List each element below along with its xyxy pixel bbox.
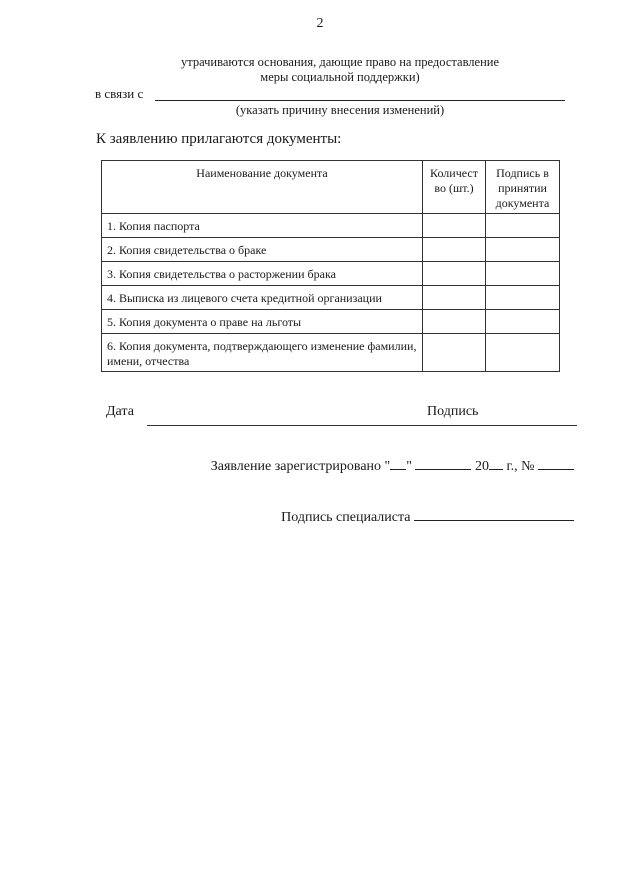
table-row — [102, 334, 560, 372]
table-row — [102, 238, 560, 262]
document-name-cell: 2. Копия свидетельства о браке — [102, 238, 423, 262]
documents-table — [101, 160, 560, 372]
reason-hint: (указать причину внесения изменений) — [235, 103, 445, 117]
column-header-name: Наименование документа — [102, 161, 423, 214]
registration-quote: " — [406, 459, 412, 474]
registration-year-blank[interactable] — [489, 455, 503, 470]
table-header-row — [102, 161, 560, 214]
reason-blank-line[interactable] — [155, 100, 565, 101]
registration-number-blank[interactable] — [538, 455, 574, 470]
column-header-quantity: Количест во (шт.) — [423, 161, 486, 214]
intro-text — [150, 55, 530, 85]
registration-year-prefix: 20 — [474, 459, 489, 474]
quantity-cell[interactable] — [423, 334, 486, 372]
quantity-cell[interactable] — [423, 262, 486, 286]
document-name-cell: 1. Копия паспорта — [102, 214, 423, 238]
signature-label: Подпись — [427, 404, 479, 419]
reason-row — [95, 86, 565, 102]
signature-cell[interactable] — [486, 334, 560, 372]
signature-cell[interactable] — [486, 262, 560, 286]
reason-label: в связи с — [95, 86, 144, 101]
specialist-label: Подпись специалиста — [281, 510, 411, 525]
document-name-cell: 4. Выписка из лицевого счета кредитной организации — [102, 286, 423, 310]
signature-cell[interactable] — [486, 214, 560, 238]
document-name-cell: 6. Копия документа, подтверждающего изменение фамилии, имени, отчества — [102, 334, 423, 372]
date-label: Дата — [106, 404, 134, 419]
column-header-signature: Подпись в принятии документа — [486, 161, 560, 214]
attachments-heading: К заявлению прилагаются документы: — [96, 131, 342, 147]
registration-text: Заявление зарегистрировано " — [210, 459, 391, 474]
signature-cell[interactable] — [486, 286, 560, 310]
registration-day-blank[interactable] — [390, 455, 406, 470]
signature-cell[interactable] — [486, 238, 560, 262]
signature-cell[interactable] — [486, 310, 560, 334]
intro-line-1: утрачиваются основания, дающие право на предоставление — [180, 55, 500, 69]
registration-line — [0, 455, 574, 475]
date-signature-line[interactable] — [147, 425, 577, 426]
page-number: 2 — [316, 16, 324, 31]
table-row — [102, 310, 560, 334]
table-row — [102, 262, 560, 286]
table-row — [102, 214, 560, 238]
intro-line-2: меры социальной поддержки) — [260, 70, 420, 84]
quantity-cell[interactable] — [423, 286, 486, 310]
quantity-cell[interactable] — [423, 214, 486, 238]
table-row — [102, 286, 560, 310]
quantity-cell[interactable] — [423, 310, 486, 334]
specialist-signature-blank[interactable] — [414, 506, 574, 521]
document-name-cell: 5. Копия документа о праве на льготы — [102, 310, 423, 334]
specialist-signature-line — [0, 506, 574, 526]
quantity-cell[interactable] — [423, 238, 486, 262]
registration-month-blank[interactable] — [415, 455, 471, 470]
registration-number-label: г., № — [506, 459, 535, 474]
document-name-cell: 3. Копия свидетельства о расторжении брака — [102, 262, 423, 286]
